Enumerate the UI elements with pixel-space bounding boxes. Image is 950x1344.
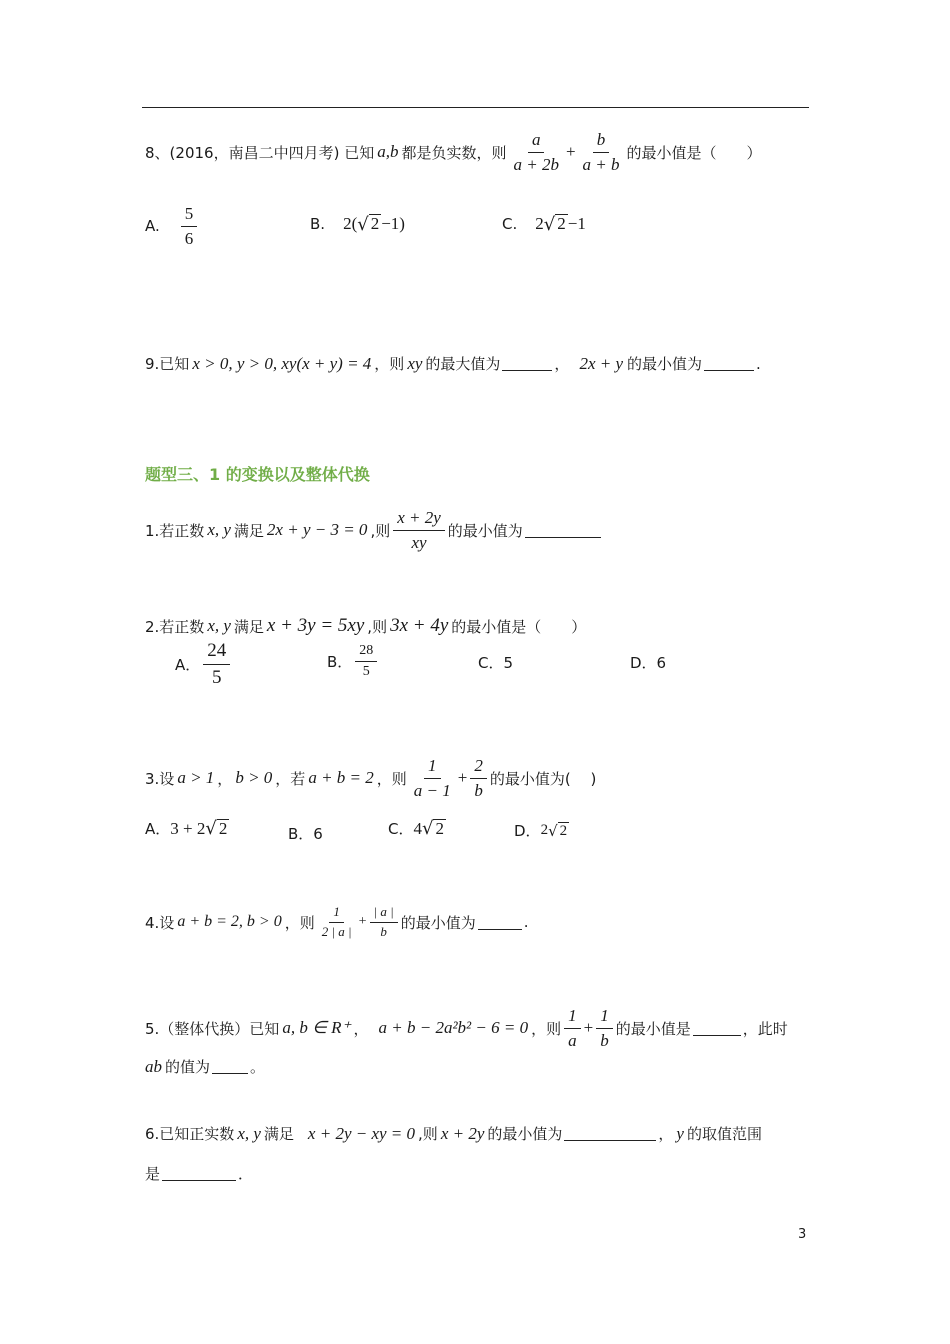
p3-option-c bbox=[388, 818, 446, 839]
p3-fraction-1 bbox=[410, 756, 455, 800]
q8-opt-a-den: 6 bbox=[184, 228, 194, 248]
q8-opt-c-sqrt bbox=[544, 214, 568, 234]
p5-line2-mid: 的值为 bbox=[165, 1058, 211, 1076]
p3-option-a bbox=[145, 818, 229, 839]
p3-opt-d-sqrt bbox=[548, 822, 569, 840]
p5-f1-num: 1 bbox=[564, 1006, 581, 1029]
p3-opt-a-pre: 3 + 2 bbox=[170, 818, 206, 838]
section-heading: 题型三、1 的变换以及整体代换 bbox=[145, 465, 370, 484]
p3-c2: b > 0 bbox=[235, 768, 273, 788]
p5-plus: + bbox=[583, 1018, 594, 1038]
q8-opt-b-radicand: 2 bbox=[370, 214, 380, 234]
p1-frac-num: x + 2y bbox=[393, 508, 445, 531]
q8-plus: + bbox=[565, 142, 576, 162]
p4-cond: a + b = 2, b > 0 bbox=[177, 913, 282, 931]
p2-expr: 3x + 4y bbox=[390, 615, 449, 636]
p4-f2-num: | a | bbox=[370, 905, 398, 923]
p5-blank-1[interactable] bbox=[693, 1021, 741, 1036]
q8-option-b bbox=[310, 214, 405, 234]
q9-blank-1[interactable] bbox=[502, 356, 552, 371]
p6-blank-2[interactable] bbox=[162, 1166, 236, 1181]
p3-opt-d-label: D． bbox=[514, 822, 541, 840]
p2-opt-a-num: 24 bbox=[203, 640, 230, 665]
p3-opt-a-label: A． bbox=[145, 820, 171, 838]
question-9 bbox=[145, 353, 761, 374]
p4-fraction-1 bbox=[318, 905, 356, 940]
p6-mid: 满足 bbox=[263, 1125, 294, 1143]
p2-opt-a-label: A． bbox=[175, 655, 201, 674]
p2-prefix: 2.若正数 bbox=[145, 617, 205, 636]
problem-2 bbox=[145, 615, 586, 637]
q8-mid: 都是负实数，则 bbox=[401, 143, 507, 162]
p3-f2-den: b bbox=[474, 780, 483, 800]
question-8 bbox=[145, 130, 762, 174]
problem-3 bbox=[145, 756, 596, 800]
q8-opt-b-label: B. bbox=[310, 215, 326, 233]
p5-f1-den: a bbox=[568, 1030, 577, 1050]
p4-f1-num: 1 bbox=[329, 905, 344, 923]
q8-fraction-2 bbox=[579, 130, 624, 174]
problem-6-line-2 bbox=[145, 1163, 253, 1184]
p6-vars: x, y bbox=[237, 1123, 261, 1143]
p3-f1-den: a − 1 bbox=[413, 780, 451, 800]
p5-line2-end: 。 bbox=[250, 1058, 266, 1076]
p2-opt-a-fraction bbox=[203, 640, 230, 689]
p6-mid3: 的最小值为 bbox=[487, 1125, 563, 1143]
q8-frac2-den: a + b bbox=[582, 154, 620, 174]
p5-c1: a, b ∈ R⁺ bbox=[282, 1018, 351, 1038]
p1-suffix: 的最小值为 bbox=[447, 521, 523, 540]
problem-5-line-2 bbox=[145, 1056, 265, 1077]
p3-opt-a-sqrt bbox=[205, 819, 229, 839]
p5-f2-num: 1 bbox=[596, 1006, 613, 1029]
p3-plus: + bbox=[457, 768, 468, 788]
problem-4 bbox=[145, 905, 528, 940]
p2-opt-a-den: 5 bbox=[212, 666, 222, 688]
p5-blank-2[interactable] bbox=[212, 1059, 248, 1074]
p3-suffix: 的最小值为( ) bbox=[489, 769, 597, 788]
p4-blank[interactable] bbox=[478, 915, 522, 930]
p2-mid2: ,则 bbox=[367, 617, 388, 636]
q8-opt-b-pre: 2( bbox=[343, 214, 358, 233]
p5-sep: ， bbox=[353, 1019, 369, 1038]
p2-vars: x, y bbox=[207, 616, 231, 635]
p1-prefix: 1.若正数 bbox=[145, 521, 205, 540]
p2-suffix: 的最小值是（ ） bbox=[451, 617, 587, 636]
sqrt-icon: √ bbox=[548, 822, 558, 841]
p2-opt-b-fraction bbox=[355, 643, 377, 680]
p3-opt-c-pre: 4 bbox=[413, 818, 422, 838]
p6-mid2: ,则 bbox=[418, 1125, 438, 1143]
p3-c1: a > 1 bbox=[177, 768, 215, 788]
p2-opt-b-label: B． bbox=[327, 653, 353, 672]
p5-prefix: 5.（整体代换）已知 bbox=[145, 1019, 280, 1038]
q8-opt-c-pre: 2 bbox=[535, 214, 544, 233]
sqrt-icon: √ bbox=[543, 213, 556, 235]
q9-mid3: ， bbox=[554, 355, 570, 373]
p1-frac-den: xy bbox=[411, 532, 427, 552]
p1-mid: 满足 bbox=[233, 521, 264, 540]
p3-opt-c-label: C． bbox=[388, 820, 414, 838]
p4-f1-den: 2 | a | bbox=[321, 923, 352, 939]
sqrt-icon: √ bbox=[357, 213, 369, 235]
q8-fraction-1 bbox=[509, 130, 562, 174]
q9-prefix: 9.已知 bbox=[145, 355, 190, 373]
p1-cond: 2x + y − 3 = 0 bbox=[266, 520, 368, 540]
q9-cond: x > 0, y > 0, xy(x + y) = 4 bbox=[192, 353, 372, 373]
q9-mid2: 的最大值为 bbox=[425, 355, 501, 373]
p2-opt-b-den: 5 bbox=[362, 664, 370, 680]
q8-frac1-num: a bbox=[528, 130, 545, 153]
p3-fraction-2 bbox=[470, 756, 487, 800]
p2-option-d: D．6 bbox=[630, 654, 667, 672]
p5-suffix: 的最小值是 bbox=[615, 1019, 691, 1038]
p2-mid: 满足 bbox=[233, 617, 264, 636]
p3-c3: a + b = 2 bbox=[308, 768, 374, 788]
p3-mid2: ，则 bbox=[376, 769, 407, 788]
q8-option-a bbox=[145, 204, 200, 248]
sqrt-icon: √ bbox=[421, 818, 434, 840]
p3-mid: ，若 bbox=[275, 769, 306, 788]
q8-frac1-den: a + 2b bbox=[513, 154, 559, 174]
p5-fraction-1 bbox=[564, 1006, 581, 1050]
p3-option-d bbox=[514, 820, 569, 841]
q9-mid1: ，则 bbox=[374, 355, 405, 373]
p4-f2-den: b bbox=[380, 923, 387, 939]
problem-5 bbox=[145, 1006, 788, 1050]
p5-mid: ，则 bbox=[531, 1019, 562, 1038]
p6-suffix: 的取值范围 bbox=[686, 1125, 762, 1143]
q8-opt-a-fraction bbox=[181, 204, 198, 248]
problem-1 bbox=[145, 508, 603, 552]
p5-f2-den: b bbox=[600, 1030, 609, 1050]
p4-fraction-2 bbox=[370, 905, 398, 940]
p2-cond: x + 3y = 5xy bbox=[266, 615, 365, 636]
q8-opt-c-radicand: 2 bbox=[557, 214, 566, 234]
p4-suffix: 的最小值为 bbox=[400, 913, 476, 932]
p1-blank[interactable] bbox=[525, 523, 601, 538]
p4-plus: + bbox=[358, 914, 367, 930]
q8-opt-a-num: 5 bbox=[181, 204, 198, 227]
p5-c2: a + b − 2a²b² − 6 = 0 bbox=[378, 1018, 529, 1038]
p3-f1-num: 1 bbox=[424, 756, 441, 779]
p6-prefix: 6.已知正实数 bbox=[145, 1125, 235, 1143]
p4-prefix: 4.设 bbox=[145, 913, 175, 932]
q9-expr1: xy bbox=[407, 353, 423, 373]
q9-end: . bbox=[756, 354, 761, 373]
p1-vars: x, y bbox=[207, 520, 231, 540]
problem-6 bbox=[145, 1123, 762, 1144]
q8-prefix: 8、(2016，南昌二中四月考) 已知 bbox=[145, 143, 375, 162]
q9-blank-2[interactable] bbox=[704, 356, 754, 371]
p6-var2: y bbox=[676, 1123, 684, 1143]
q9-expr2: 2x + y bbox=[579, 353, 623, 373]
p3-opt-c-radicand: 2 bbox=[435, 818, 444, 838]
p3-option-b: B．6 bbox=[288, 825, 323, 843]
q8-opt-a-label: A. bbox=[145, 217, 160, 236]
q8-frac2-num: b bbox=[593, 130, 610, 153]
q8-opt-c-label: C. bbox=[502, 215, 518, 233]
p4-end: . bbox=[523, 913, 529, 932]
p3-prefix: 3.设 bbox=[145, 769, 175, 788]
p6-line2-end: ． bbox=[238, 1165, 254, 1183]
p3-opt-d-radicand: 2 bbox=[559, 822, 568, 839]
p6-line2-prefix: 是 bbox=[145, 1165, 161, 1183]
q9-mid4: 的最小值为 bbox=[627, 355, 703, 373]
page-number: 3 bbox=[798, 1227, 807, 1242]
p6-cond: x + 2y − xy = 0 bbox=[307, 1123, 416, 1143]
sqrt-icon: √ bbox=[205, 818, 217, 840]
q8-opt-c-post: −1 bbox=[567, 214, 586, 233]
p2-option-c: C．5 bbox=[478, 654, 514, 672]
p3-opt-c-sqrt bbox=[422, 819, 446, 839]
p4-mid: ，则 bbox=[284, 913, 315, 932]
p2-option-b bbox=[327, 643, 380, 680]
p1-fraction bbox=[393, 508, 445, 552]
p3-opt-a-radicand: 2 bbox=[218, 818, 228, 838]
q8-option-c bbox=[502, 214, 586, 234]
p5-tail: ，此时 bbox=[742, 1019, 788, 1038]
q8-opt-b-sqrt bbox=[357, 214, 381, 234]
q8-vars: a,b bbox=[377, 142, 399, 162]
p6-sep: ， bbox=[658, 1125, 674, 1143]
p1-mid2: ,则 bbox=[370, 521, 391, 540]
p5-line2-expr: ab bbox=[145, 1056, 162, 1076]
p2-option-a bbox=[175, 640, 233, 689]
header-rule bbox=[142, 107, 809, 108]
q8-suffix: 的最小值是（ ） bbox=[626, 143, 762, 162]
p6-expr: x + 2y bbox=[440, 1123, 485, 1143]
p3-f2-num: 2 bbox=[470, 756, 487, 779]
q8-opt-b-post: −1) bbox=[381, 214, 405, 233]
p2-opt-b-num: 28 bbox=[355, 643, 377, 662]
p3-sep1: ， bbox=[217, 769, 233, 788]
p5-fraction-2 bbox=[596, 1006, 613, 1050]
p6-blank-1[interactable] bbox=[564, 1126, 656, 1141]
p3-opt-d-pre: 2 bbox=[540, 822, 549, 838]
